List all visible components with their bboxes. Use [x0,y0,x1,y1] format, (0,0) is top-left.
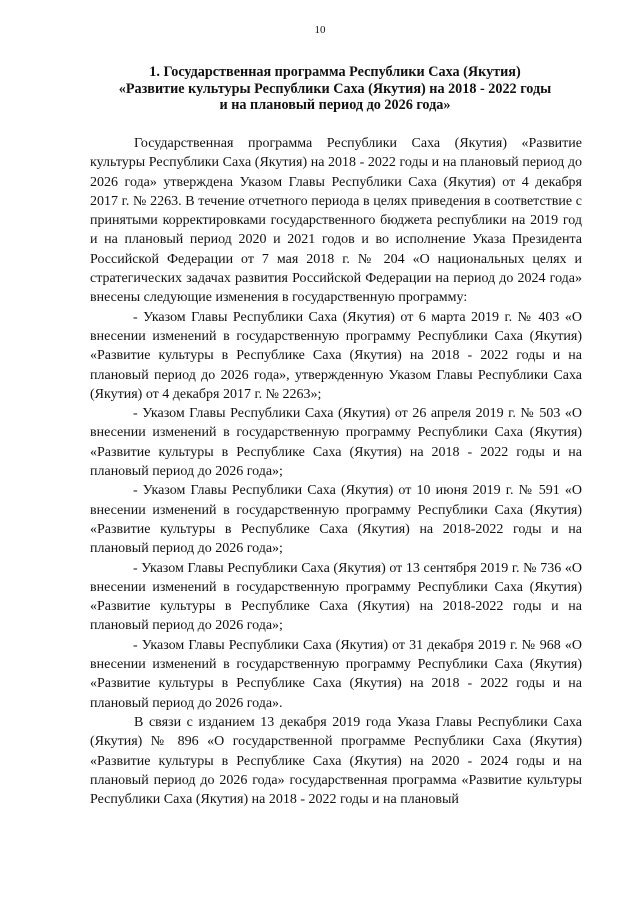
heading-line-2: «Развитие культуры Республики Саха (Якутия) на 2018 - 2022 годы [118,80,552,97]
amendment-item-5: - Указом Главы Республики Саха (Якутия) от 31 декабря 2019 г. № 968 «О внесении изменений в государственную программу Республики Саха (Якутия) «Развитие культуры в Республике Саха (Якутия) на 2018 - 2022 годы и на плановый период до 2026 года». [90,637,582,711]
amendment-item-4: - Указом Главы Республики Саха (Якутия) от 13 сентября 2019 г. № 736 «О внесении изменений в государственную программу Республики Саха (Якутия) «Развитие культуры в Республике Саха (Якутия) на 2018-2022 годы и на плановый период до 2026 года»; [90,560,582,634]
closing-paragraph: В связи с изданием 13 декабря 2019 года Указа Главы Республики Саха (Якутия) № 896 «О государственной программе Республики Саха (Якутия) «Развитие культуры в Республике Саха (Якутия) на 2020 - 2024 годы и на плановый период до 2026 года» государственная программа «Развитие культуры Республики Саха (Якутия) на 2018 - 2022 годы и на плановый [90,714,582,808]
heading-line-1: 1. Государственная программа Республики Саха (Якутия) [149,64,521,80]
amendment-item-2: - Указом Главы Республики Саха (Якутия) от 26 апреля 2019 г. № 503 «О внесении изменений в государственную программу Республики Саха (Якутия) «Развитие культуры в Республике Саха (Якутия) на 2018 - 2022 годы и на плановый период до 2026 года»; [90,406,582,480]
amendment-item-1: - Указом Главы Республики Саха (Якутия) от 6 марта 2019 г. № 403 «О внесении изменений в государственную программу Республики Саха (Якутия) «Развитие культуры в Республике Саха (Якутия) на 2018 - 2022 годы и на плановый период до 2026 года», утвержденную Указом Главы Республики Саха (Якутия) от 4 декабря 2017 г. № 2263»; [90,309,582,402]
intro-paragraph: Государственная программа Республики Саха (Якутия) «Развитие культуры Республики Саха (Якутия) на 2018 - 2022 годы и на плановый период до 2026 года» утверждена Указом Главы Республики Саха (Якутия) от 4 декабря 2017 г. № 2263. В течение отчетного периода в целях приведения в соответствие с принятыми корректировками государственного бюджета республики на 2019 год и на плановый период 2020 и 2021 годов и во исполнение Указа Президента Российской Федерации от 7 мая 2018 г. № 204 «О национальных целях и стратегических задачах развития Российской Федерации на период до 2024 года» внесены следующие изменения в государственную программу: [90,136,582,306]
heading-line-3: и на плановый период до 2026 года» [219,97,451,113]
section-heading [92,64,578,114]
page-number: 10 [314,24,326,36]
document-body [90,134,582,809]
amendment-item-3: - Указом Главы Республики Саха (Якутия) от 10 июня 2019 г. № 591 «О внесении изменений в государственную программу Республики Саха (Якутия) «Развитие культуры в Республике Саха (Якутия) на 2018-2022 годы и на плановый период до 2026 года»; [90,483,582,557]
